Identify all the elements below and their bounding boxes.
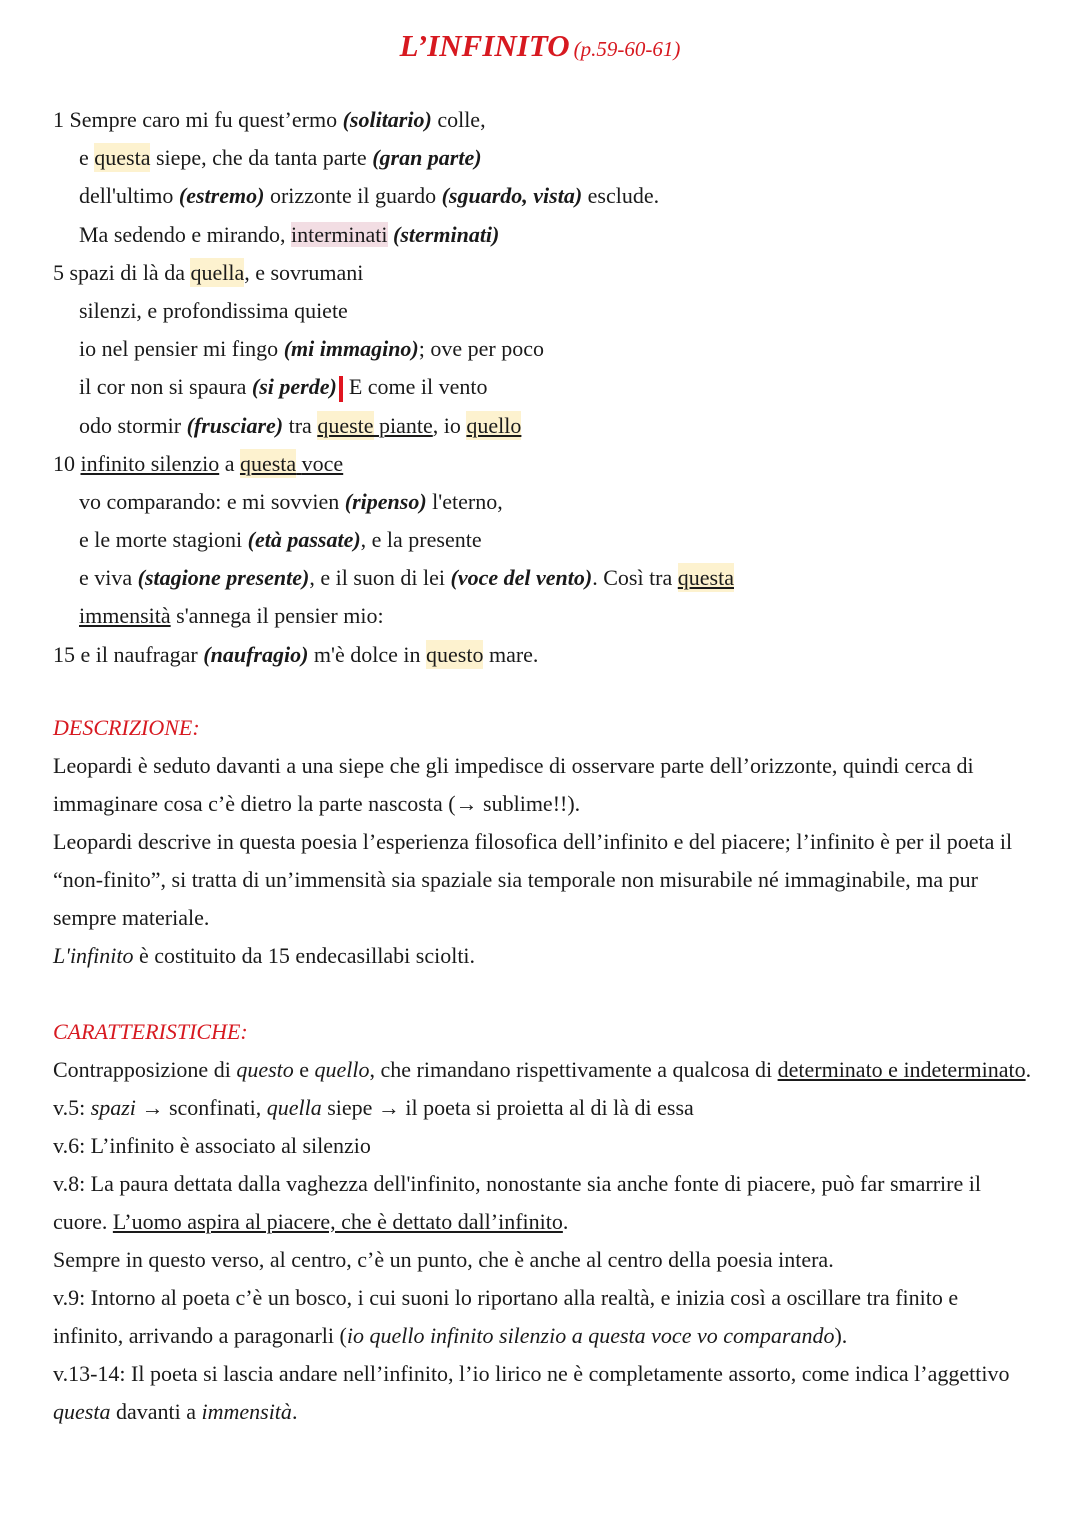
gloss: (solitario) [342, 107, 432, 132]
highlight: questa [677, 565, 734, 591]
paragraph: Leopardi è seduto davanti a una siepe che gli impedisce di osservare parte dell’orizzonte, quindi cerca di immaginare cosa c’è dietro la parte nascosta (→ sublime!!). [53, 753, 974, 816]
caratteristiche-section [53, 1013, 1033, 1431]
page-title: L’INFINITO [399, 28, 570, 63]
gloss: (età passate) [247, 527, 361, 553]
poem-line-2: e questa siepe, che da tanta parte (gran parte) [79, 145, 482, 171]
poem-line-12: e le morte stagioni (età passate), e la presente [79, 527, 482, 553]
gloss: (sterminati) [393, 221, 500, 247]
section-heading: CARATTERISTICHE: [53, 1019, 248, 1044]
gloss: (voce del vento) [450, 565, 593, 591]
paragraph: Sempre in questo verso, al centro, c’è un punto, che è anche al centro della poesia intera. [53, 1247, 834, 1272]
page-reference: (p.59-60-61) [573, 37, 681, 61]
poem-line-9: odo stormir (frusciare) tra queste piante, io quello [79, 412, 522, 438]
highlight-pink: interminati [291, 221, 388, 247]
poem-line-8: il cor non si spaura (si perde) E come il vento [53, 368, 1053, 406]
paragraph: Leopardi descrive in questa poesia l’esperienza filosofica dell’infinito e del piacere; l’infinito è per il poeta il “non-finito”, si tratta di un’immensità sia spaziale sia temporale non misurabile né immaginabile, ma pur sempre materiale. [53, 829, 1013, 930]
gloss: (stagione presente) [137, 565, 310, 591]
gloss: (gran parte) [372, 145, 482, 171]
section-heading: DESCRIZIONE: [53, 715, 200, 740]
paragraph: v.8: La paura dettata dalla vaghezza dell'infinito, nonostante sia anche fonte di piacere, può far smarrire il cuore. L’uomo aspira al piacere, che è dettato dall’infinito. [53, 1171, 981, 1234]
paragraph: v.6: L’infinito è associato al silenzio [53, 1133, 371, 1158]
poem-line-15: 15 e il naufragar (naufragio) m'è dolce in questo mare. [53, 641, 539, 667]
gloss: (naufragio) [203, 641, 309, 667]
poem-line-3: dell'ultimo (estremo) orizzonte il guardo (sguardo, vista) esclude. [79, 183, 660, 209]
descrizione-section [53, 709, 1033, 975]
highlight: queste [317, 412, 374, 438]
highlight: quella [190, 259, 245, 285]
gloss: (ripenso) [344, 488, 427, 514]
poem-line-6: silenzi, e profondissima quiete [79, 297, 348, 323]
page-header [0, 28, 1080, 64]
paragraph: Contrapposizione di questo e quello, che rimandano rispettivamente a qualcosa di determinato e indeterminato. [53, 1057, 1032, 1082]
poem-line-11: vo comparando: e mi sovvien (ripenso) l'eterno, [79, 488, 503, 514]
gloss: (frusciare) [186, 412, 284, 438]
paragraph: L'infinito è costituito da 15 endecasillabi sciolti. [53, 943, 476, 968]
highlight: questa [239, 450, 297, 476]
poem-line-4: Ma sedendo e mirando, interminati (sterminati) [79, 221, 500, 247]
poem-line-5: 5 spazi di là da quella, e sovrumani [53, 259, 364, 285]
highlight: questo [426, 641, 484, 667]
poem-text [53, 101, 1053, 674]
highlight: quello [466, 412, 522, 438]
poem-line-13: e viva (stagione presente), e il suon di lei (voce del vento). Così tra questa [79, 565, 734, 591]
gloss: (sguardo, vista) [441, 183, 583, 209]
poem-line-7: io nel pensier mi fingo (mi immagino); ove per poco [79, 336, 544, 362]
gloss: (si perde) [251, 374, 337, 400]
highlight: questa [94, 145, 151, 171]
poem-line-10: 10 infinito silenzio a questa voce [53, 450, 344, 476]
paragraph: v.5: spazi → sconfinati, quella siepe → il poeta si proietta al di là di essa [53, 1095, 694, 1120]
center-point-marker [339, 376, 343, 402]
poem-line-14: immensità s'annega il pensier mio: [79, 603, 384, 629]
gloss: (mi immagino) [283, 336, 419, 362]
poem-line-1: 1 Sempre caro mi fu quest’ermo (solitario) colle, [53, 107, 486, 132]
gloss: (estremo) [178, 183, 265, 209]
paragraph: v.13-14: Il poeta si lascia andare nell’infinito, l’io lirico ne è completamente assorto, come indica l’aggettivo questa davanti a immensità. [53, 1361, 1010, 1424]
paragraph: v.9: Intorno al poeta c’è un bosco, i cui suoni lo riportano alla realtà, e inizia così a oscillare tra finito e infinito, arrivando a paragonarli (io quello infinito silenzio a questa voce vo comparando). [53, 1285, 959, 1348]
